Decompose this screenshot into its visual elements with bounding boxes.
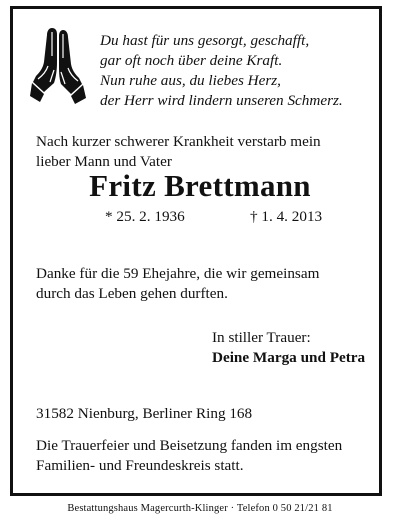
praying-hands-icon [30,26,86,106]
poem-line: der Herr wird lindern unseren Schmerz. [100,92,343,109]
poem-line: Du hast für uns gesorgt, geschafft, [100,32,310,49]
poem-line: gar oft noch über deine Kraft. [100,52,283,69]
funeral-line: Familien- und Freundeskreis statt. [36,457,244,474]
mourners-label: In stiller Trauer: [212,329,311,346]
thanks-line: Danke für die 59 Ehejahre, die wir gemeinsam [36,265,320,282]
mourners-block [212,328,365,368]
poem-line: Nun ruhe aus, du liebes Herz, [100,72,281,89]
poem-verse [100,31,372,111]
thanks-text [36,264,319,304]
death-date: † 1. 4. 2013 [250,208,323,225]
intro-text [36,132,321,172]
funeral-home-footer: Bestattungshaus Magercurth-Klinger · Telefon 0 50 21/21 81 [67,503,333,514]
intro-line: Nach kurzer schwerer Krankheit verstarb mein [36,133,321,150]
birth-date: * 25. 2. 1936 [105,208,185,225]
address-line: 31582 Nienburg, Berliner Ring 168 [36,405,253,422]
deceased-name: Fritz Brettmann [89,168,311,203]
mourners-names: Deine Marga und Petra [212,349,366,366]
thanks-line: durch das Leben gehen durften. [36,285,228,302]
intro-line: lieber Mann und Vater [36,153,172,170]
funeral-line: Die Trauerfeier und Beisetzung fanden im engsten [36,437,343,454]
funeral-text [36,436,342,476]
